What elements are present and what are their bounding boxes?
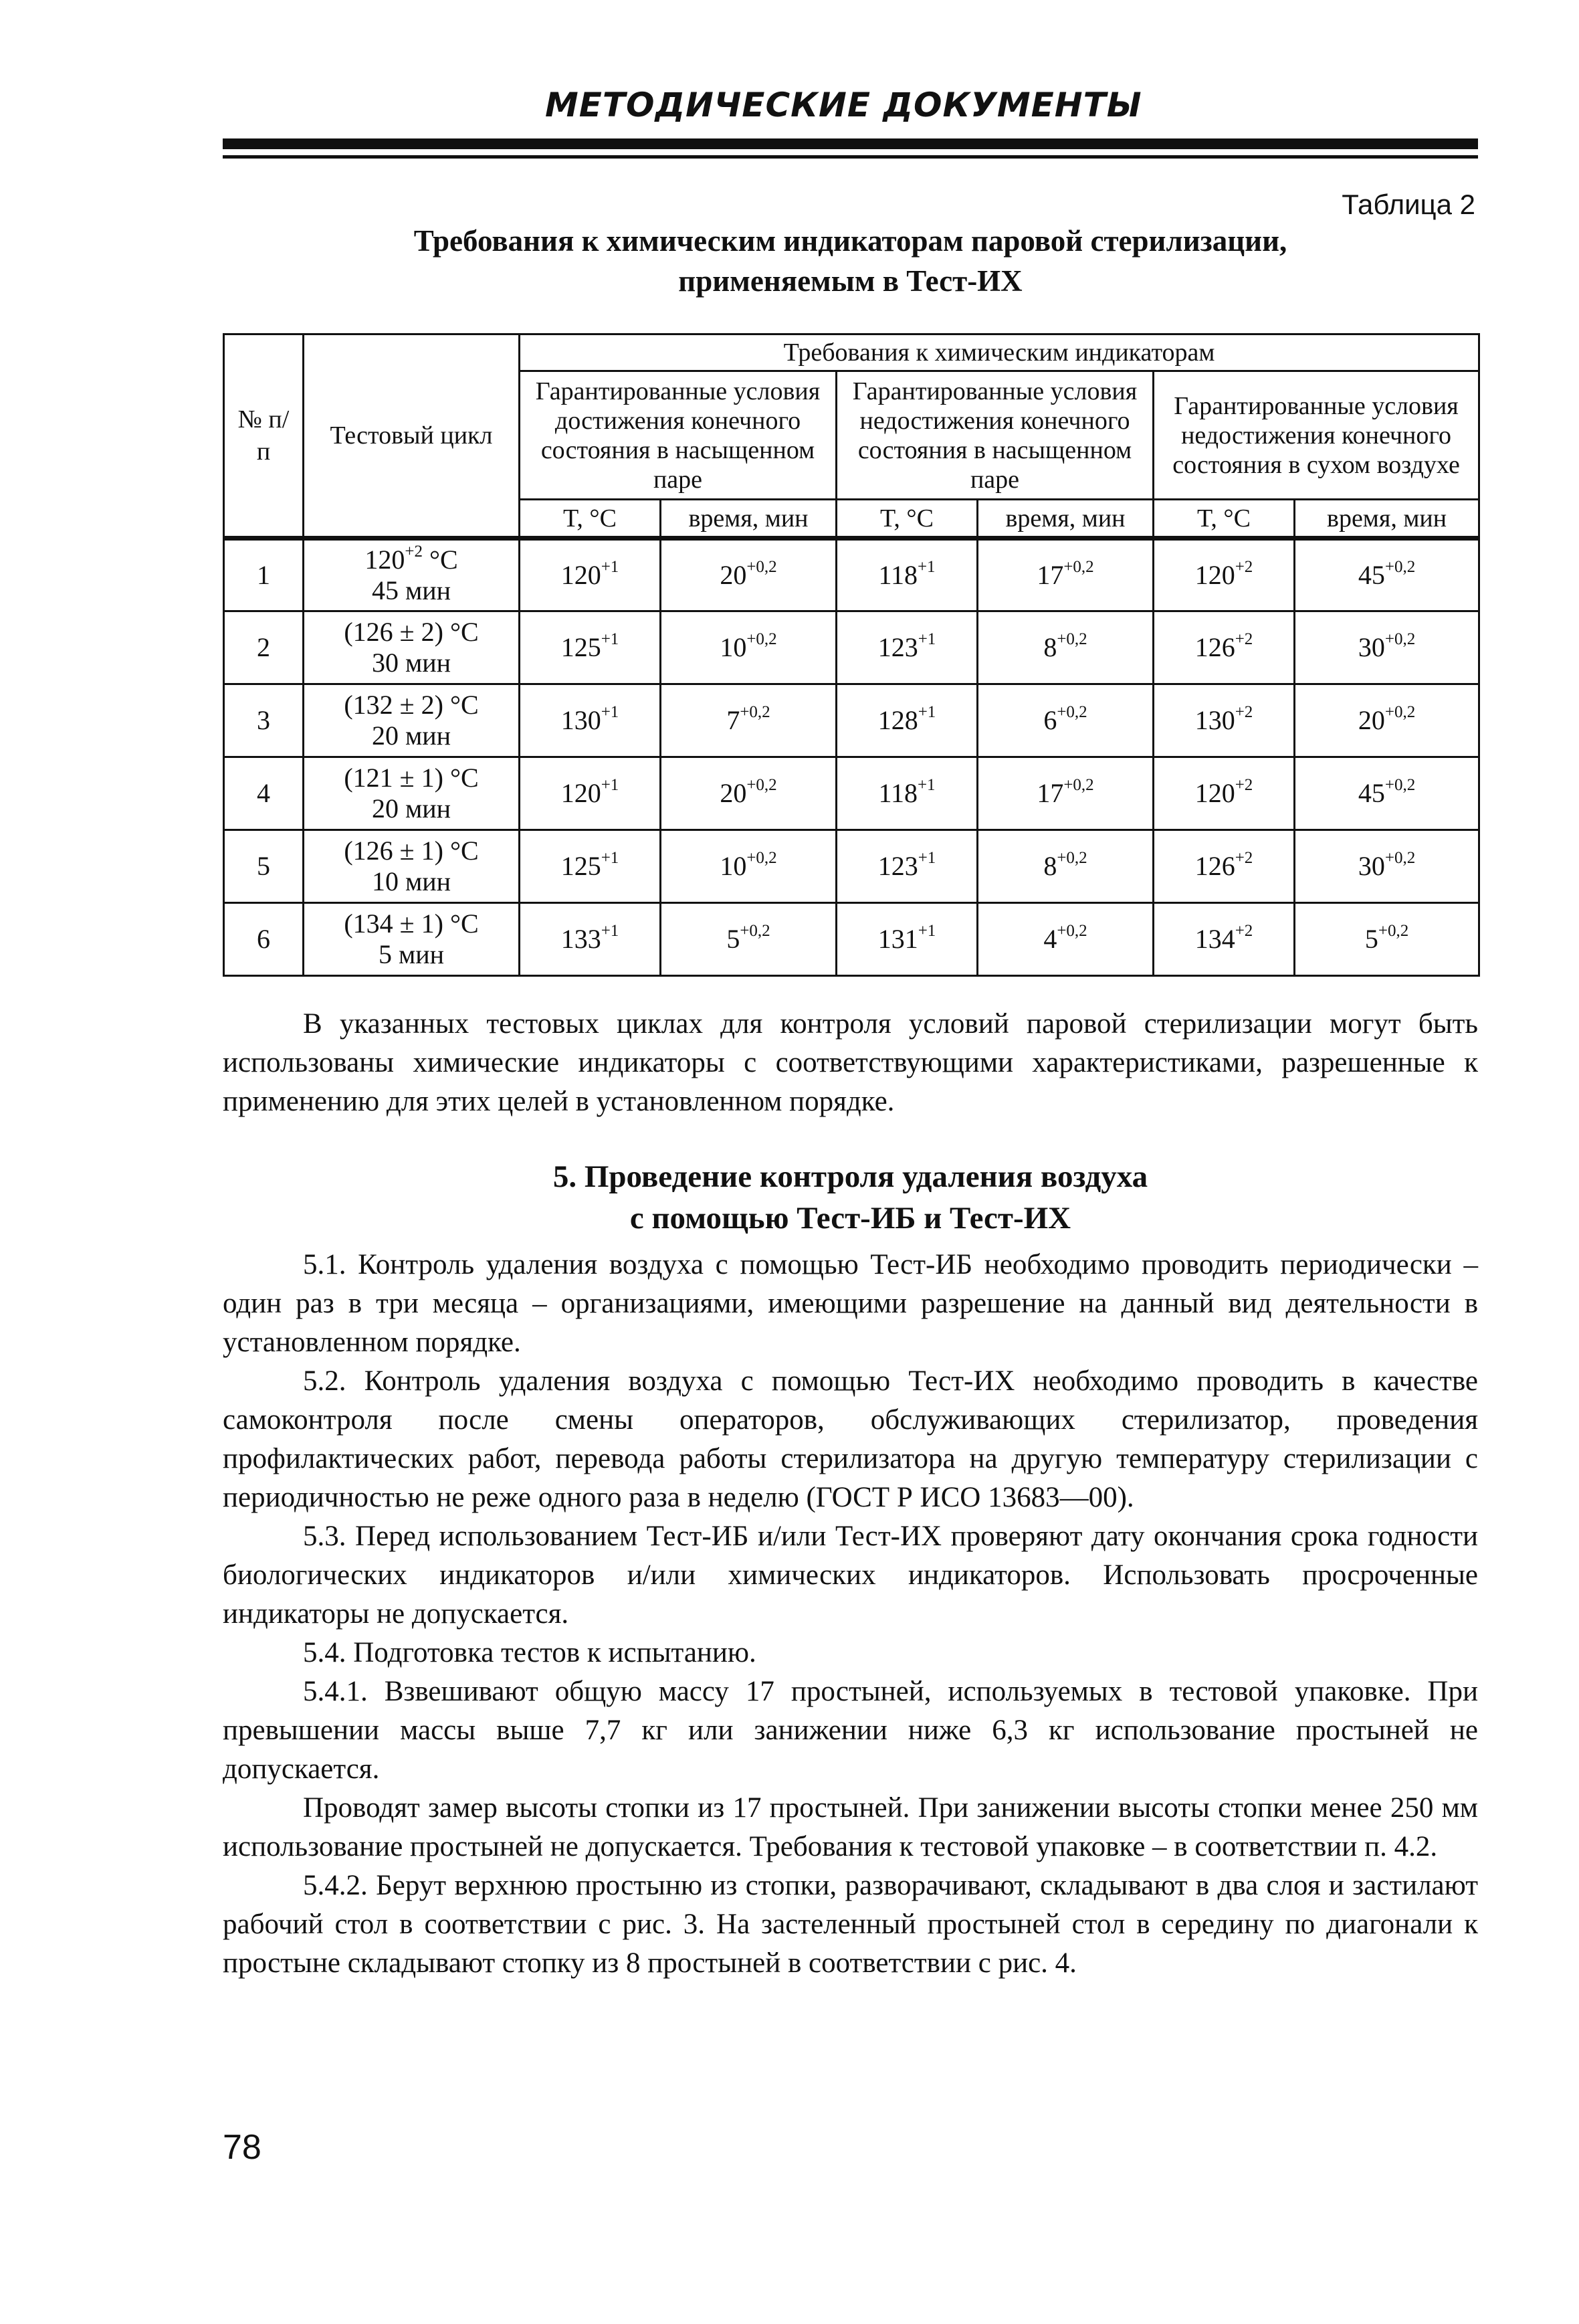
value-tolerance: +1 <box>601 849 619 867</box>
temperature-cell <box>520 903 661 976</box>
section-title <box>223 1156 1478 1239</box>
value-tolerance: +0,2 <box>746 558 777 576</box>
value-base: 123 <box>877 632 918 662</box>
value-tolerance: +0,2 <box>740 703 770 721</box>
value-tolerance: +1 <box>601 776 619 794</box>
value-base: 4 <box>1043 924 1057 954</box>
time-cell <box>661 830 837 903</box>
paragraph: 5.1. Контроль удаления воздуха с помощью Тест-ИБ необходимо проводить периодически – один раз в три месяца – организациями, имеющими разрешение на данный вид деятельности в установленном порядке. <box>223 1249 1478 1358</box>
test-cycle-cell <box>304 611 520 684</box>
value-base: 130 <box>560 705 601 735</box>
test-cycle-cell <box>304 539 520 611</box>
cycle-temp-value: (134 ± 1) °C <box>344 908 479 939</box>
temperature-cell <box>1154 684 1295 757</box>
time-cell <box>1295 539 1479 611</box>
cycle-temperature <box>304 908 518 939</box>
value-base: 133 <box>560 924 601 954</box>
temperature-cell <box>1154 539 1295 611</box>
value-base: 130 <box>1194 705 1235 735</box>
cycle-temp-value: (126 ± 2) °C <box>344 617 479 647</box>
time-cell <box>978 757 1154 830</box>
note-paragraph: В указанных тестовых циклах для контроля условий паровой стерилизации могут быть использованы химические индикаторы с соответствующими характеристиками, разрешенные к применению для этих целей в установленном порядке. <box>223 1008 1478 1117</box>
temperature-cell <box>520 539 661 611</box>
value-base: 5 <box>1364 924 1378 954</box>
time-header: время, мин <box>661 500 837 539</box>
table-title-line: применяемым в Тест-ИХ <box>678 264 1023 298</box>
header-rule-thin <box>223 155 1478 159</box>
value-tolerance: +0,2 <box>1378 922 1409 940</box>
cycle-temperature <box>304 617 518 648</box>
value-tolerance: +2 <box>1235 849 1253 867</box>
test-cycle-cell <box>304 903 520 976</box>
cycle-temperature <box>304 545 518 575</box>
test-cycle-cell <box>304 757 520 830</box>
temperature-cell <box>520 684 661 757</box>
value-tolerance: +2 <box>1235 703 1253 721</box>
value-base: 20 <box>1358 705 1385 735</box>
value-base: 8 <box>1043 632 1057 662</box>
value-base: 131 <box>877 924 918 954</box>
value-tolerance: +0,2 <box>1057 849 1087 867</box>
time-cell <box>661 611 837 684</box>
table-row <box>224 684 1479 757</box>
temp-header: T, °C <box>520 500 661 539</box>
temperature-cell <box>837 611 978 684</box>
value-base: 120 <box>560 778 601 808</box>
temperature-cell <box>837 684 978 757</box>
section-title-line: с помощью Тест-ИБ и Тест-ИХ <box>629 1201 1071 1236</box>
temperature-cell <box>1154 830 1295 903</box>
temperature-cell <box>837 903 978 976</box>
value-base: 5 <box>726 924 740 954</box>
value-base: 120 <box>560 560 601 590</box>
temperature-cell <box>520 611 661 684</box>
row-number: 6 <box>224 903 304 976</box>
table-row <box>224 611 1479 684</box>
value-base: 30 <box>1358 632 1385 662</box>
value-base: 6 <box>1043 705 1057 735</box>
row-number: 5 <box>224 830 304 903</box>
time-cell <box>1295 684 1479 757</box>
paragraph: 5.4. Подготовка тестов к испытанию. <box>303 1637 756 1668</box>
row-number: 1 <box>224 539 304 611</box>
value-base: 125 <box>560 851 601 881</box>
value-tolerance: +2 <box>1235 558 1253 576</box>
value-tolerance: +1 <box>918 703 936 721</box>
value-tolerance: +1 <box>601 922 619 940</box>
cycle-temp-unit: °C <box>422 545 458 575</box>
value-tolerance: +1 <box>601 558 619 576</box>
cycle-temperature <box>304 690 518 720</box>
value-tolerance: +2 <box>1235 776 1253 794</box>
time-cell <box>978 539 1154 611</box>
temp-header: T, °C <box>837 500 978 539</box>
table-body <box>224 539 1479 976</box>
value-base: 17 <box>1037 778 1064 808</box>
value-tolerance: +0,2 <box>1384 703 1416 721</box>
value-tolerance: +0,2 <box>1384 776 1416 794</box>
value-tolerance: +2 <box>1235 630 1253 648</box>
table-note <box>223 1005 1478 1121</box>
group-header: Требования к химическим индикаторам <box>520 334 1479 371</box>
requirements-table <box>223 333 1480 977</box>
cycle-temperature <box>304 836 518 866</box>
value-tolerance: +1 <box>917 558 936 576</box>
value-base: 7 <box>726 705 740 735</box>
temperature-cell <box>837 757 978 830</box>
value-base: 123 <box>877 851 918 881</box>
time-cell <box>978 903 1154 976</box>
value-tolerance: +0,2 <box>1057 922 1087 940</box>
value-base: 125 <box>560 632 601 662</box>
value-tolerance: +0,2 <box>1057 703 1087 721</box>
temperature-cell <box>520 830 661 903</box>
value-base: 118 <box>878 778 918 808</box>
time-cell <box>978 830 1154 903</box>
temperature-cell <box>1154 611 1295 684</box>
section-title-line: 5. Проведение контроля удаления воздуха <box>552 1159 1148 1194</box>
value-tolerance: +1 <box>601 630 619 648</box>
temperature-cell <box>1154 757 1295 830</box>
value-tolerance: +0,2 <box>740 922 770 940</box>
column-header-cycle: Тестовый цикл <box>304 334 520 539</box>
row-number: 3 <box>224 684 304 757</box>
value-tolerance: +0,2 <box>746 849 777 867</box>
table-row <box>224 757 1479 830</box>
time-cell <box>978 684 1154 757</box>
table-title <box>223 221 1478 301</box>
test-cycle-cell <box>304 684 520 757</box>
cycle-time: 30 мин <box>371 648 451 678</box>
paragraph: Проводят замер высоты стопки из 17 простыней. При занижении высоты стопки менее 250 мм использование простыней не допускается. Требования к тестовой упаковке – в соответствии п. 4.2. <box>223 1792 1478 1862</box>
paragraph: 5.4.1. Взвешивают общую массу 17 простыней, используемых в тестовой упаковке. При превышении массы выше 7,7 кг или занижении ниже 6,3 кг использование простыней не допускается. <box>223 1676 1478 1785</box>
value-base: 126 <box>1194 851 1235 881</box>
cycle-temp-value: 120 <box>364 545 405 575</box>
time-cell <box>661 903 837 976</box>
table-row <box>224 830 1479 903</box>
time-cell <box>661 684 837 757</box>
cycle-temp-value: (132 ± 2) °C <box>344 690 479 720</box>
temperature-cell <box>1154 903 1295 976</box>
cycle-temp-tolerance: +2 <box>405 543 423 561</box>
value-tolerance: +1 <box>918 630 936 648</box>
time-cell <box>661 539 837 611</box>
time-cell <box>1295 903 1479 976</box>
time-cell <box>661 757 837 830</box>
value-tolerance: +1 <box>918 922 936 940</box>
time-cell <box>1295 830 1479 903</box>
time-cell <box>1295 757 1479 830</box>
value-base: 118 <box>878 560 918 590</box>
value-base: 45 <box>1358 778 1385 808</box>
time-header: время, мин <box>978 500 1154 539</box>
value-base: 20 <box>720 560 747 590</box>
value-tolerance: +2 <box>1235 922 1253 940</box>
section-body <box>223 1246 1478 1983</box>
value-tolerance: +0,2 <box>1057 630 1087 648</box>
table-label: Таблица 2 <box>1342 189 1475 220</box>
value-tolerance: +0,2 <box>746 776 777 794</box>
test-cycle-cell <box>304 830 520 903</box>
paragraph: 5.4.2. Берут верхнюю простыню из стопки, разворачивают, складывают в два слоя и застилают рабочий стол в соответствии с рис. 3. На застеленный простыней стол в середину по диагонали к простыне складывают стопку из 8 простыней в соответствии с рис. 4. <box>223 1870 1478 1979</box>
value-tolerance: +1 <box>918 849 936 867</box>
table-row <box>224 539 1479 611</box>
time-header: время, мин <box>1295 500 1479 539</box>
header-rule-thick <box>223 138 1478 149</box>
temperature-cell <box>837 830 978 903</box>
value-base: 10 <box>720 632 747 662</box>
value-base: 120 <box>1194 778 1235 808</box>
value-tolerance: +0,2 <box>1384 558 1416 576</box>
value-base: 8 <box>1043 851 1057 881</box>
paragraph: 5.3. Перед использованием Тест-ИБ и/или Тест-ИХ проверяют дату окончания срока годности биологических индикаторов и/или химических индикаторов. Использовать просроченные индикаторы не допускается. <box>223 1521 1478 1630</box>
value-base: 30 <box>1358 851 1385 881</box>
time-cell <box>978 611 1154 684</box>
table-title-line: Требования к химическим индикаторам паровой стерилизации, <box>413 224 1287 258</box>
value-base: 126 <box>1194 632 1235 662</box>
value-base: 128 <box>877 705 918 735</box>
temp-header: T, °C <box>1154 500 1295 539</box>
row-number: 2 <box>224 611 304 684</box>
cycle-time: 45 мин <box>371 575 451 605</box>
value-tolerance: +0,2 <box>1063 558 1094 576</box>
cycle-temp-value: (121 ± 1) °C <box>344 763 479 793</box>
running-header: МЕТОДИЧЕСКИЕ ДОКУМЕНТЫ <box>545 86 1142 124</box>
value-tolerance: +0,2 <box>1384 849 1416 867</box>
value-tolerance: +1 <box>917 776 936 794</box>
row-number: 4 <box>224 757 304 830</box>
value-tolerance: +0,2 <box>746 630 777 648</box>
value-tolerance: +0,2 <box>1384 630 1416 648</box>
table-row <box>224 903 1479 976</box>
value-base: 45 <box>1358 560 1385 590</box>
subgroup-header: Гарантированные условия достижения конечного состояния в насыщенном паре <box>520 371 837 500</box>
value-base: 20 <box>720 778 747 808</box>
cycle-time: 5 мин <box>378 939 445 969</box>
value-tolerance: +0,2 <box>1063 776 1094 794</box>
column-header-number: № п/п <box>224 334 304 539</box>
temperature-cell <box>837 539 978 611</box>
value-base: 17 <box>1037 560 1064 590</box>
value-base: 120 <box>1194 560 1235 590</box>
value-tolerance: +1 <box>601 703 619 721</box>
page-number: 78 <box>223 2128 261 2167</box>
cycle-time: 20 мин <box>371 720 451 751</box>
subgroup-header: Гарантированные условия недостижения конечного состояния в сухом воздухе <box>1154 371 1479 500</box>
temperature-cell <box>520 757 661 830</box>
subgroup-header: Гарантированные условия недостижения конечного состояния в насыщенном паре <box>837 371 1154 500</box>
time-cell <box>1295 611 1479 684</box>
value-base: 134 <box>1194 924 1235 954</box>
cycle-time: 20 мин <box>371 793 451 824</box>
cycle-time: 10 мин <box>371 866 451 896</box>
cycle-temperature <box>304 763 518 793</box>
paragraph: 5.2. Контроль удаления воздуха с помощью Тест-ИХ необходимо проводить в качестве самоконтроля после смены операторов, обслуживающих стерилизатор, проведения профилактических работ, перевода работы стерилизатора на другую температуру стерилизации с периодичностью не реже одного раза в неделю (ГОСТ Р ИСО 13683—00). <box>223 1365 1478 1513</box>
cycle-temp-value: (126 ± 1) °C <box>344 836 479 866</box>
value-base: 10 <box>720 851 747 881</box>
